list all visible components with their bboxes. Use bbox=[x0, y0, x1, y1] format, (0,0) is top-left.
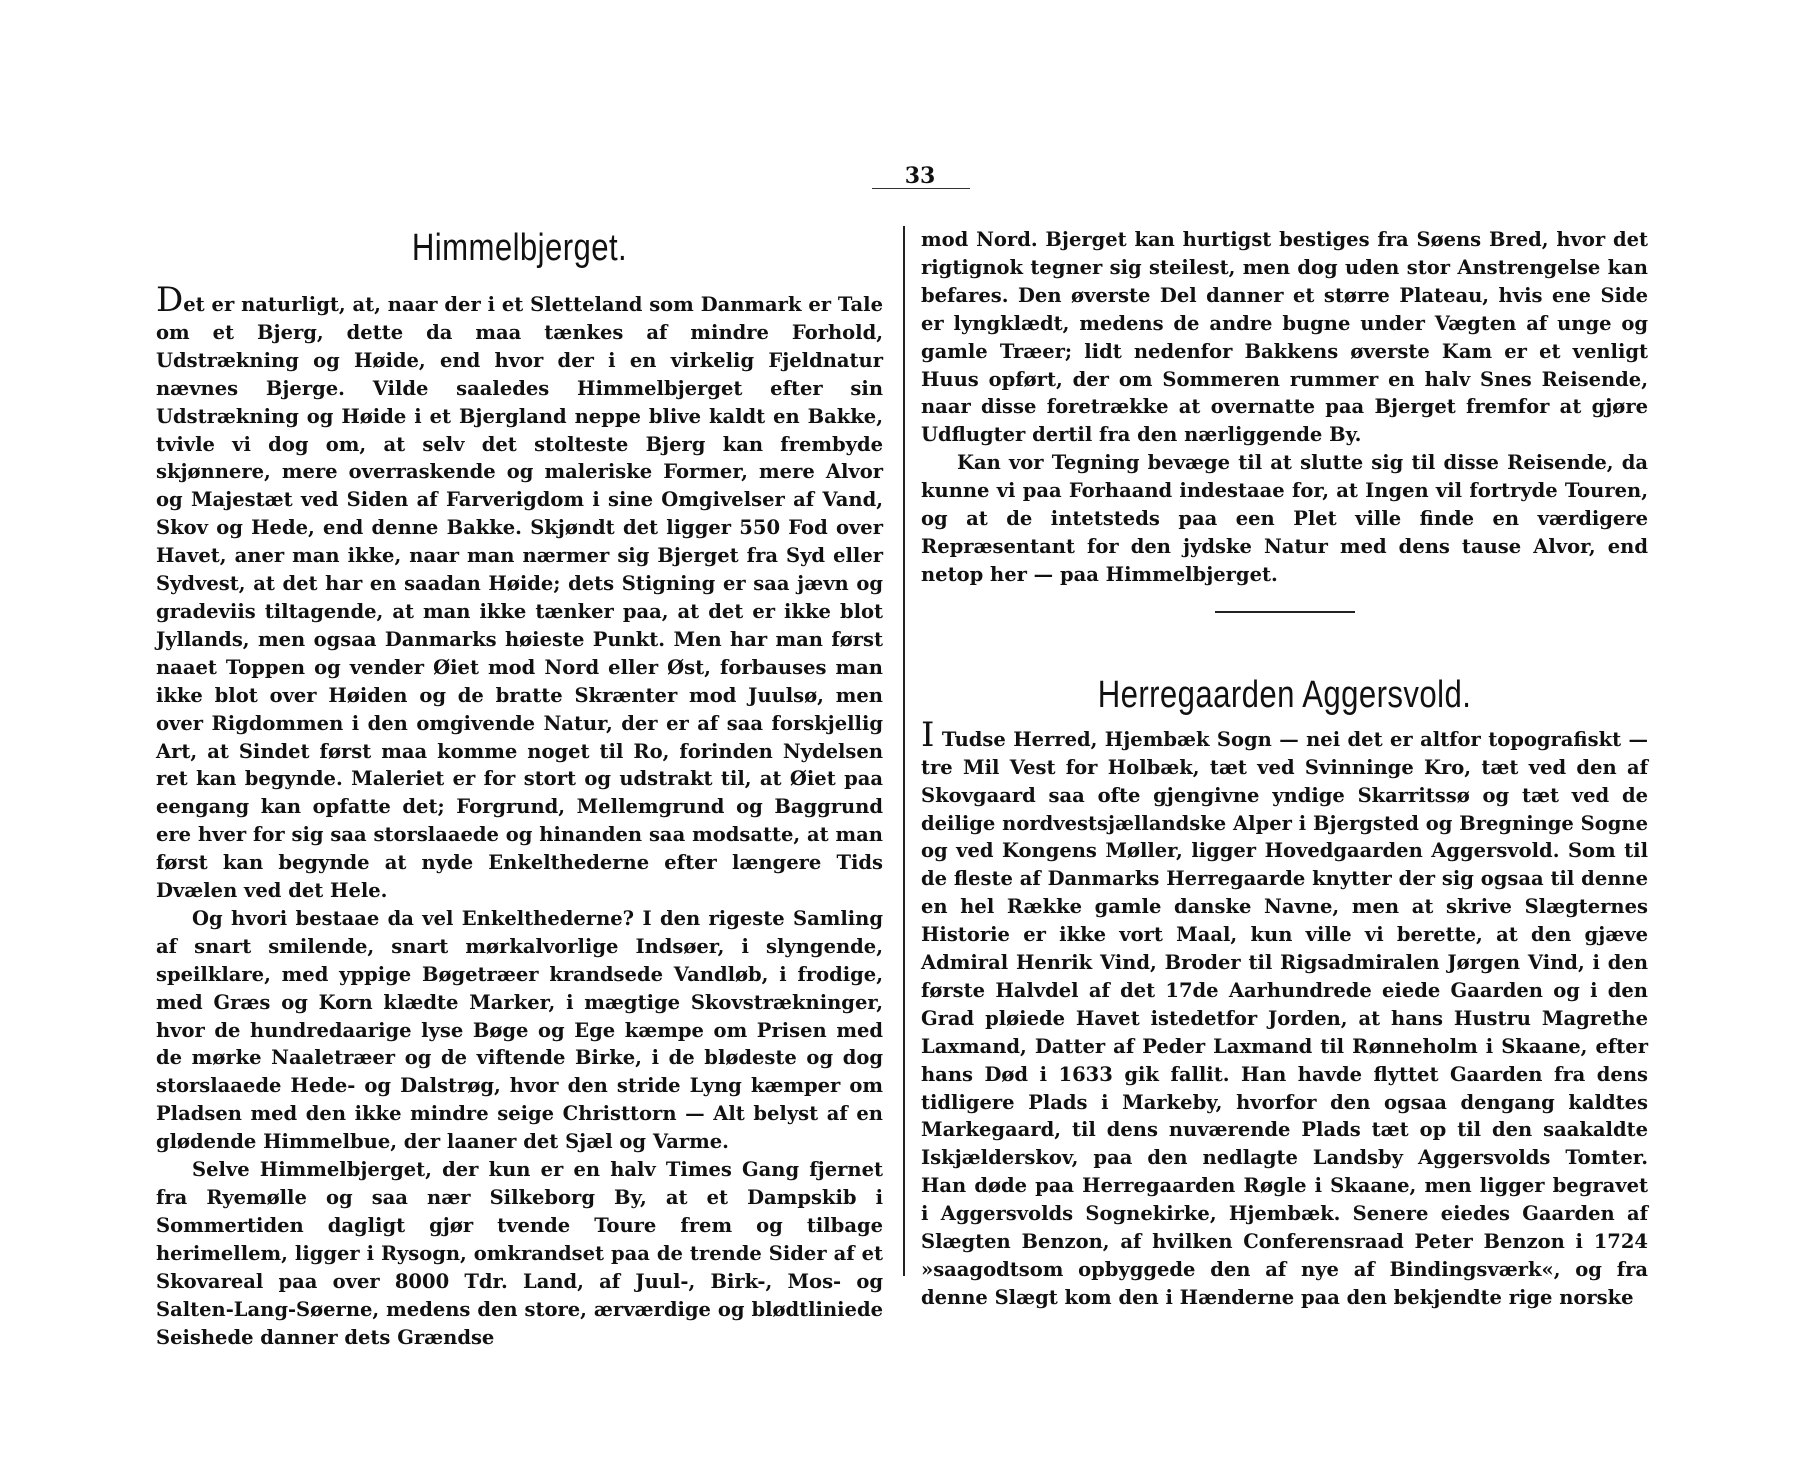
right-column bbox=[921, 226, 1648, 1312]
left-column bbox=[156, 226, 883, 1351]
paragraph-text: et er naturligt, at, naar der i et Sletteland som Danmark er Tale om et Bjerg, dette da maa tænkes af mindre Forhold, Udstrækning og Høide, end hvor der i en virkelig Fjeldnatur nævnes Bjerge. Vilde saaledes Himmelbjerget efter sin Udstrækning og Høide i et Bjergland neppe blive kaldt en Bakke, tvivle vi dog om, at selv det stolteste Bjerg kan frembyde skjønnere, mere overraskende og maleriske Former, mere Alvor og Majestæt ved Siden af Farverigdom i sine Omgivelser af Vand, Skov og Hede, end denne Bakke. Skjøndt det ligger 550 Fod over Havet, aner man ikke, naar man nærmer sig Bjerget fra Syd eller Sydvest, at det har en saadan Høide; dets Stigning er saa jævn og gradeviis tiltagende, at man ikke tænker paa, at det er ikke blot Jyllands, men ogsaa Danmarks høieste Punkt. Men har man først naaet Toppen og vender Øiet mod Nord eller Øst, forbauses man ikke blot over Høiden og de bratte Skrænter mod Juulsø, men over Rigdommen i den omgivende Natur, der er af saa forskjellig Art, at Sindet først maa komme noget til Ro, forinden Nydelsen ret kan begynde. Maleriet er for stort og udstrakt til, at Øiet paa eengang kan opfatte det; Forgrund, Mellemgrund og Baggrund ere hver for sig saa storslaaede og hinanden saa modsatte, at man først kan begynde at nyde Enkelthederne efter længere Tids Dvælen ved det Hele. bbox=[156, 293, 883, 903]
article-title-aggersvold: Herregaarden Aggersvold. bbox=[1097, 673, 1472, 716]
paragraph: mod Nord. Bjerget kan hurtigst bestiges fra Søens Bred, hvor det rigtignok tegner sig steilest, men dog uden stor Anstrengelse kan befares. Den øverste Del danner et større Plateau, hvis ene Side er lyngklædt, medens de andre bugne under Vægten af unge og gamle Træer; lidt nedenfor Bakkens øverste Kam er et venligt Huus opført, der om Sommeren rummer en halv Snes Reisende, naar disse foretrække at overnatte paa Bjerget fremfor at gjøre Udflugter dertil fra den nærliggende By. bbox=[921, 228, 1648, 447]
paragraph: Selve Himmelbjerget, der kun er en halv Times Gang fjernet fra Ryemølle og saa nær Silkeborg By, at et Dampskib i Sommertiden dagligt gjør tvende Toure frem og tilbage herimellem, ligger i Rysogn, omkrandset paa de trende Sider af et Skovareal paa over 8000 Tdr. Land, af Juul-, Birk-, Mos- og Salten-Lang-Søerne, medens den store, ærværdige og blødtliniede Seishede danner dets Grændse bbox=[156, 1158, 883, 1349]
drop-cap: D bbox=[156, 280, 184, 320]
drop-cap: I bbox=[921, 714, 935, 755]
article-title-himmelbjerget: Himmelbjerget. bbox=[411, 227, 628, 269]
section-separator bbox=[1215, 611, 1355, 613]
paragraph bbox=[921, 714, 1649, 1312]
column-divider bbox=[903, 226, 905, 1276]
page-number: 33 bbox=[904, 163, 936, 189]
paragraph-text: Tudse Herred, Hjembæk Sogn — nei det er altfor topografiskt — tre Mil Vest for Holbæk, tæt ved Svinninge Kro, tæt ved den af Skovgaard saa ofte gjengivne yndige Skarritssø og tæt ved de deilige nordvestsjællandske Alper i Bjergsted og Bregninge Sogne og ved Kongens Møller, ligger Hovedgaarden Aggersvold. Som til de fleste af Danmarks Herregaarde knytter der sig ogsaa til denne en hel Række gamle danske Navne, men at skrive Slægternes Historie er ikke vort Maal, kun ville vi berette, at den gjæve Admiral Henrik Vind, Broder til Rigsadmiralen Jørgen Vind, i den første Halvdel af det 17de Aarhundrede eiede Gaarden og i den Grad pløiede Havet istedetfor Jorden, at hans Hustru Magrethe Laxmand, Datter af Peder Laxmand til Rønneholm i Skaane, efter hans Død i 1633 gik fallit. Han havde flyttet Gaarden fra dens tidligere Plads i Markeby, hvorfor den ogsaa dengang kaldtes Markegaard, til dens nuværende Plads tæt op til den saakaldte Iskjælderskov, paa den nedlagte Landsby Aggersvolds Tomter. Han døde paa Herregaarden Røgle i Skaane, men ligger begravet i Aggersvolds Sognekirke, Hjembæk. Senere eiedes Gaarden af Slægten Benzon, af hvilken Conferensraad Peter Benzon i 1724 »saagodtsom opbyggede den af nye af Bindingsværk«, og fra denne Slægt kom den i Hænderne paa den bekjendte rige norske bbox=[921, 727, 1649, 1309]
paragraph: Og hvori bestaae da vel Enkelthederne? I den rigeste Samling af snart smilende, snart mørkalvorlige Indsøer, i slyngende, speilklare, med yppige Bøgetræer krandsede Vandløb, i frodige, med Græs og Korn klædte Marker, i mægtige Skovstrækninger, hvor de hundredaarige lyse Bøge og Ege kæmpe om Prisen med de mørke Naaletræer og de viftende Birke, i de blødeste og dog storslaaede Hede- og Dalstrøg, hvor den stride Lyng kæmper om Pladsen med den ikke mindre seige Christtorn — Alt belyst af en glødende Himmelbue, der laaner det Sjæl og Varme. bbox=[156, 906, 883, 1154]
paragraph bbox=[156, 280, 883, 905]
paragraph: Kan vor Tegning bevæge til at slutte sig til disse Reisende, da kunne vi paa Forhaand indestaae for, at Ingen vil fortryde Touren, og at de intetsteds paa een Plet ville finde en værdigere Repræsentant for den jydske Natur med dens tause Alvor, end netop her — paa Himmelbjerget. bbox=[921, 451, 1648, 586]
page-number-rule bbox=[872, 188, 970, 189]
